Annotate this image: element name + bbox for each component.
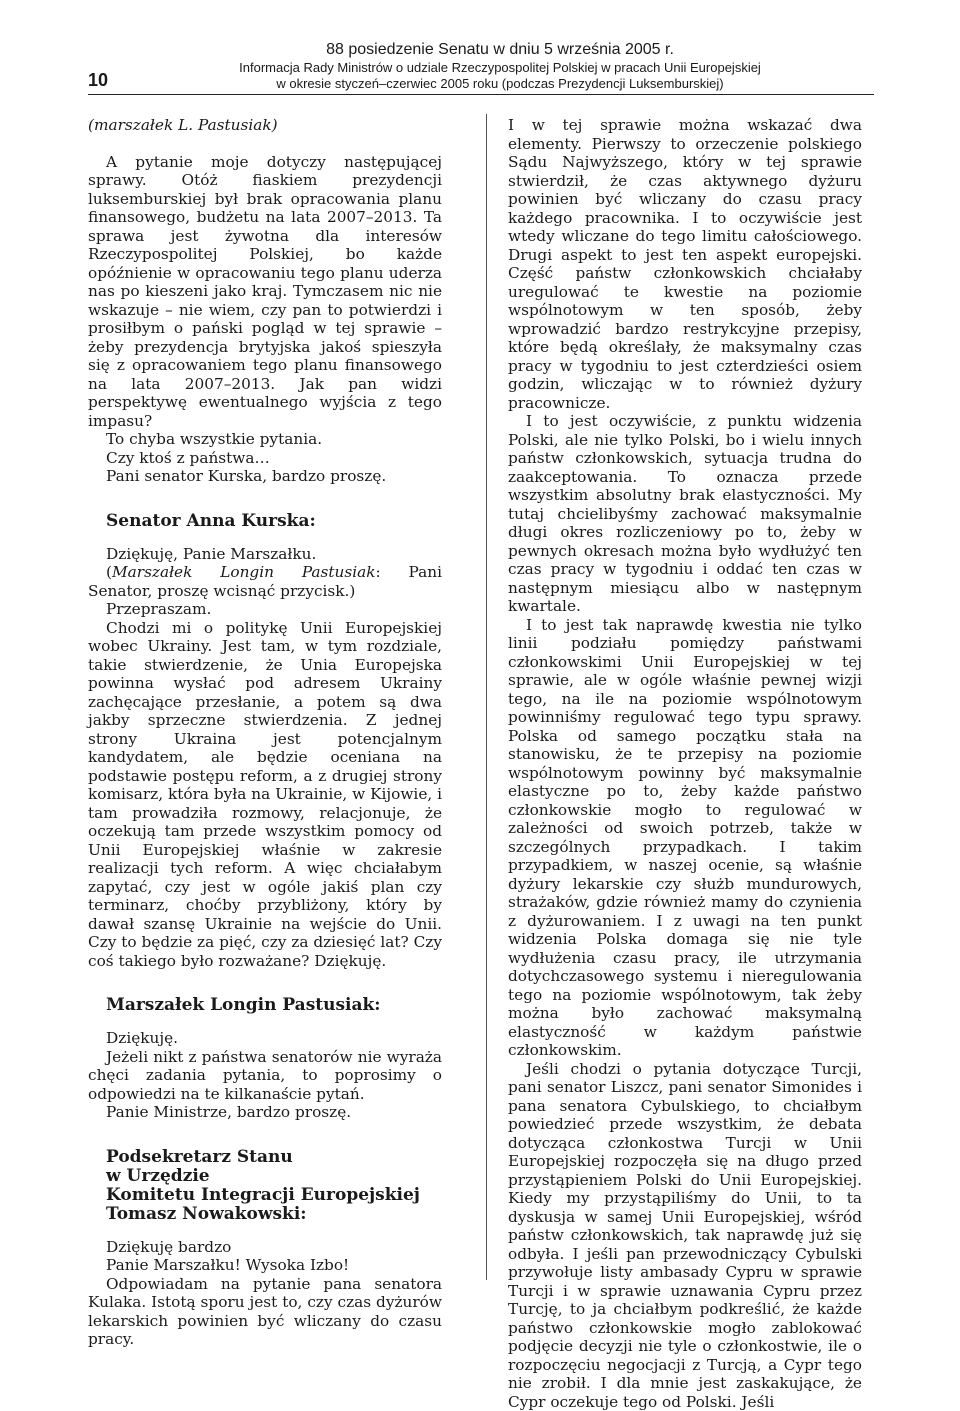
paragraph: Odpowiadam na pytanie pana senatora Kulaka. Istotą sporu jest to, czy czas dyżurów lekarskich powinien być wliczany do czasu pracy.	[88, 1275, 442, 1349]
interjection	[88, 563, 442, 600]
paragraph: Jeśli chodzi o pytania dotyczące Turcji, pani senator Liszcz, pani senator Simonides i pana senatora Cybulskiego, to chciałbym powiedzieć przede wszystkim, że debata dotycząca członkostwa Turcji w Unii Europejskiej rozpoczęła się na długo przed przystąpieniem Polski do Unii Europejskiej. Kiedy my przystąpiliśmy do Unii, to ta dyskusja w samej Unii Europejskiej, wśród państw członkowskich, tak naprawdę już się odbyła. I jeśli pan przewodniczący Cybulski przywołuje listy ambasady Cypru w sprawie Turcji i w sprawie uznawania Cypru przez Turcję, to ja chciałbym podkreślić, że każde państwo członkowskie mogło zablokować podjęcie decyzji nie tyle o członkostwie, ile o rozpoczęciu negocjacji z Turcją, a Cypr tego nie zrobił. I dla mnie jest zaskakujące, że Cypr oczekuje tego od Polski. Jeśli	[508, 1060, 862, 1411]
paragraph: Chodzi mi o politykę Unii Europejskiej wobec Ukrainy. Jest tam, w tym rozdziale, takie stwierdzenie, że Unia Europejska powinna wysłać pod adresem Ukrainy zachęcające przesłanie, a potem są dwa jakby sprzeczne stwierdzenia. Z jednej strony Ukraina jest potencjalnym kandydatem, ale będzie oceniana na podstawie postępu reform, a z drugiej strony komisarz, która była na Ukrainie, w Kijowie, i tam prowadziła rozmowy, relacjonuje, że oczekują tam przede wszystkim pomocy od Unii Europejskiej właśnie w zakresie realizacji tych reform. A więc chciałabym zapytać, czy jest w ogóle jakiś plan czy terminarz, choćby przybliżony, który by dawał szansę Ukrainie na wejście do Unii. Czy to będzie za pięć, czy za dziesięć lat? Czy coś takiego było rozważane? Dziękuję.	[88, 619, 442, 971]
paragraph: Panie Marszałku! Wysoka Izbo!	[88, 1256, 442, 1275]
paragraph: To chyba wszystkie pytania.	[88, 430, 442, 449]
speaker-heading-pastusiak: Marszałek Longin Pastusiak:	[88, 996, 442, 1015]
right-column	[508, 116, 862, 1411]
paragraph: A pytanie moje dotyczy następującej sprawy. Otóż fiaskiem prezydencji luksemburskiej był brak opracowania planu finansowego, budżetu na lata 2007–2013. Ta sprawa jest żywotna dla interesów Rzeczypospolitej Polskiej, bo każde opóźnienie w opracowaniu tego planu uderza nas po kieszeni jako kraj. Tymczasem nic nie wskazuje – nie wiem, czy pan to potwierdzi i prosiłbym o pański pogląd w tej sprawie – żeby prezydencja brytyjska jakoś spieszyła się z opracowaniem tego planu finansowego na lata 2007–2013. Jak pan widzi perspektywę ewentualnego wyjścia z tego impasu?	[88, 153, 442, 431]
paragraph: Przepraszam.	[88, 600, 442, 619]
paragraph: Pani senator Kurska, bardzo proszę.	[88, 467, 442, 486]
column-divider	[486, 114, 487, 1280]
paragraph: Dziękuję.	[88, 1029, 442, 1048]
paragraph: Jeżeli nikt z państwa senatorów nie wyraża chęci zadania pytania, to poprosimy o odpowiedzi na te kilkanaście pytań.	[88, 1048, 442, 1104]
paragraph: Dziękuję bardzo	[88, 1238, 442, 1257]
interjection-text: : Pani Senator, proszę wcisnąć przycisk.)	[88, 563, 442, 600]
speaker-heading-kurska: Senator Anna Kurska:	[88, 512, 442, 531]
page-number: 10	[88, 70, 108, 91]
speaker-line: Tomasz Nowakowski:	[106, 1205, 442, 1224]
header-subtitle-line-2: w okresie styczeń–czerwiec 2005 roku (podczas Prezydencji Luksemburskiej)	[200, 76, 800, 92]
speaker-heading-nowakowski	[88, 1148, 442, 1224]
paragraph: I to jest tak naprawdę kwestia nie tylko linii podziału pomiędzy państwami członkowskimi Unii Europejskiej w tej sprawie, ale w ogóle właśnie pewnej wizji tego, na ile na poziomie wspólnotowym powinniśmy regulować tego typu sprawy. Polska od samego początku stała na stanowisku, że te przepisy na poziomie wspólnotowym powinny być maksymalnie elastyczne po to, żeby każde państwo członkowskie mogło to regulować w zależności od swoich potrzeb, także w szczególnych przypadkach. I takim przypadkiem, w naszej ocenie, są właśnie dyżury lekarskie czy służb mundurowych, strażaków, gdzie również mamy do czynienia z dyżurowaniem. I z uwagi na ten punkt widzenia Polska domaga się nie tyle wydłużenia czasu pracy, ile utrzymania dotychczasowego systemu i nieregulowania tego na poziomie wspólnotowym, tak żeby można było zachować maksymalną elastyczność w każdym państwie członkowskim.	[508, 616, 862, 1060]
paragraph: Dziękuję, Panie Marszałku.	[88, 545, 442, 564]
speaker-note: (marszałek L. Pastusiak)	[88, 116, 442, 135]
interjection-speaker: Marszałek Longin Pastusiak	[112, 563, 376, 581]
speaker-line: Komitetu Integracji Europejskiej	[106, 1186, 442, 1205]
running-header	[200, 40, 800, 92]
header-rule	[88, 94, 874, 95]
interjection-open: (	[106, 563, 112, 581]
paragraph: I to jest oczywiście, z punktu widzenia Polski, ale nie tylko Polski, bo i wielu innych państw członkowskich, sytuacja trudna do zaakceptowania. To oznacza przede wszystkim absolutny brak elastyczności. My tutaj chcielibyśmy zachować maksymalnie długi okres rozliczeniowy po to, żeby w pewnych okresach można było wydłużyć ten czas pracy w tygodniu i oddać ten czas w następnym miesiącu albo w następnym kwartale.	[508, 412, 862, 616]
header-subtitle-line-1: Informacja Rady Ministrów o udziale Rzeczypospolitej Polskiej w pracach Unii Europejskiej	[200, 60, 800, 76]
paragraph: Panie Ministrze, bardzo proszę.	[88, 1103, 442, 1122]
header-title: 88 posiedzenie Senatu w dniu 5 września 2005 r.	[200, 40, 800, 60]
speaker-line: w Urzędzie	[106, 1167, 442, 1186]
left-column	[88, 116, 442, 1349]
paragraph: Czy ktoś z państwa…	[88, 449, 442, 468]
speaker-line: Podsekretarz Stanu	[106, 1148, 442, 1167]
paragraph: I w tej sprawie można wskazać dwa elementy. Pierwszy to orzeczenie polskiego Sądu Najwyższego, który w tej sprawie stwierdził, że czas aktywnego dyżuru powinien być wliczany do czasu pracy każdego pracownika. I to oczywiście jest wtedy wliczane do tego limitu całościowego. Drugi aspekt to jest ten aspekt europejski. Część państw członkowskich chciałaby uregulować te kwestie na poziomie wspólnotowym w ten sposób, żeby wprowadzić bardzo restrykcyjne przepisy, które będą określały, że maksymalny czas pracy w tygodniu to jest czterdzieści osiem godzin, wliczając w to również dyżury pracownicze.	[508, 116, 862, 412]
